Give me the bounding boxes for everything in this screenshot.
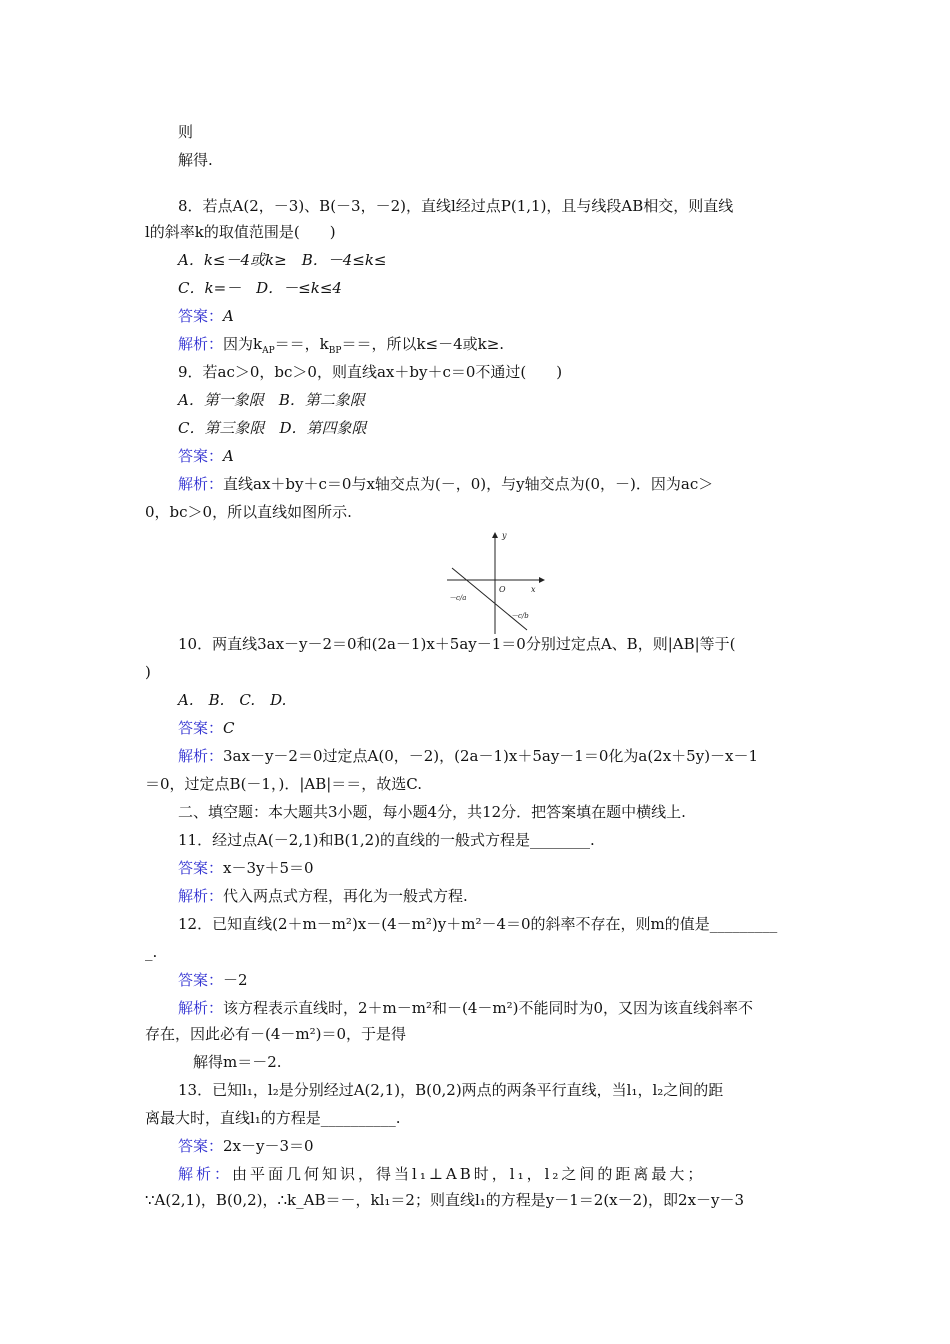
question-13-line-1: 13．已知l₁，l₂是分别经过A(2,1)，B(0,2)两点的两条平行直线，当l₁，l₂之间的距 [178, 1081, 724, 1099]
explanation-label: 解析： [178, 747, 224, 765]
question-10-options: A. B. C. D. [178, 691, 287, 709]
answer-label: 答案： [178, 971, 224, 989]
text-jiede: 解得. [178, 151, 213, 169]
explanation-label: 解析： [178, 335, 224, 353]
question-8-line-1: 8．若点A(2，－3)、B(－3，－2)，直线l经过点P(1,1)，且与线段AB相交，则直线 [178, 197, 734, 215]
explanation-label: 解析： [178, 475, 224, 493]
answer-label: 答案： [178, 1137, 224, 1155]
explanation-text: 3ax－y－2＝0过定点A(0，－2)，(2a－1)x＋5ay－1＝0化为a(2x＋5y)－x－1 [223, 747, 759, 765]
question-9-explanation-1 [178, 474, 713, 494]
question-11-answer [178, 858, 314, 878]
answer-label: 答案： [178, 859, 224, 877]
question-12-explanation-3: 解得m＝－2. [193, 1053, 282, 1071]
question-12-answer [178, 970, 248, 990]
question-12-explanation-2: 存在，因此必有－(4－m²)＝0，于是得 [145, 1025, 407, 1043]
question-13-explanation-2: ∵A(2,1)，B(0,2)，∴k_AB＝－，kl₁＝2；则直线l₁的方程是y－1＝2(x－2)，即2x－y－3 [145, 1191, 745, 1209]
subscript: AP [262, 346, 275, 356]
question-9-answer [178, 446, 234, 466]
x-axis-label: x [531, 585, 536, 594]
question-8-answer [178, 306, 234, 326]
origin-label: O [499, 585, 506, 594]
question-8-explanation [178, 334, 504, 361]
explanation-label: 解析： [178, 1165, 233, 1183]
text-ze: 则 [178, 123, 194, 141]
explanation-text: 该方程表示直线时，2＋m－m²和－(4－m²)不能同时为0，又因为该直线斜率不 [223, 999, 754, 1017]
question-12-line-1: 12．已知直线(2＋m－m²)x－(4－m²)y＋m²－4＝0的斜率不存在，则m的值是_________ [178, 915, 778, 933]
question-8-line-2: l的斜率k的取值范围是( ) [145, 223, 336, 241]
explanation-text: ＝＝，k [274, 335, 329, 353]
question-10-explanation-2: ＝0，过定点B(－1，)．|AB|＝＝，故选C. [145, 775, 422, 793]
explanation-text: 代入两点式方程，再化为一般式方程. [223, 887, 468, 905]
explanation-label: 解析： [178, 999, 224, 1017]
question-12-explanation-1 [178, 998, 753, 1018]
section-2-heading: 二、填空题：本大题共3小题，每小题4分，共12分．把答案填在题中横线上. [178, 803, 686, 821]
x-axis-arrow-icon [539, 577, 545, 583]
explanation-text: ＝＝，所以k≤－4或k≥. [341, 335, 505, 353]
explanation-text: 直线ax＋by＋c＝0与x轴交点为(－，0)，与y轴交点为(0，－)．因为ac＞ [223, 475, 714, 493]
question-10-explanation-1 [178, 746, 758, 766]
subscript: BP [328, 346, 342, 356]
question-10-line-2: ) [145, 663, 151, 681]
answer-value: A [223, 447, 234, 465]
answer-label: 答案： [178, 307, 224, 325]
line-graph-figure [447, 530, 547, 634]
question-8-options-2: C．k=－ D．－≤k≤4 [178, 279, 342, 297]
question-13-answer [178, 1136, 314, 1156]
question-8-options-1: A．k≤－4或k≥ B．－4≤k≤ [178, 251, 387, 269]
explanation-label: 解析： [178, 887, 224, 905]
answer-label: 答案： [178, 447, 224, 465]
question-13-line-2: 离最大时，直线l₁的方程是__________. [145, 1109, 401, 1127]
question-9-explanation-2: 0，bc＞0，所以直线如图所示. [145, 503, 352, 521]
y-intercept-label: －c/b [511, 612, 529, 620]
x-intercept-label: －c/a [449, 594, 467, 602]
answer-value: 2x－y－3＝0 [223, 1137, 314, 1155]
explanation-text: 由平面几何知识，得当l₁⊥AB时，l₁，l₂之间的距离最大； [232, 1165, 706, 1183]
question-9-options-1: A．第一象限 B．第二象限 [178, 391, 365, 409]
answer-value: －2 [223, 971, 248, 989]
question-13-explanation-1 [178, 1164, 705, 1184]
y-axis-label: y [502, 531, 507, 540]
question-9-options-2: C．第三象限 D．第四象限 [178, 419, 367, 437]
question-12-line-2: _. [145, 943, 158, 961]
answer-value: C [223, 719, 235, 737]
answer-value: A [223, 307, 234, 325]
answer-label: 答案： [178, 719, 224, 737]
question-11-line-1: 11．经过点A(－2,1)和B(1,2)的直线的一般式方程是________. [178, 831, 595, 849]
question-10-line-1: 10．两直线3ax－y－2＝0和(2a－1)x＋5ay－1＝0分别过定点A、B，则|AB|等于( [178, 635, 736, 653]
answer-value: x－3y＋5＝0 [223, 859, 314, 877]
explanation-text: 因为k [223, 335, 263, 353]
y-axis-arrow-icon [492, 532, 498, 538]
question-11-explanation [178, 886, 468, 906]
question-9-line-1: 9．若ac＞0，bc＞0，则直线ax＋by＋c＝0不通过( ) [178, 363, 563, 381]
question-10-answer [178, 718, 235, 738]
